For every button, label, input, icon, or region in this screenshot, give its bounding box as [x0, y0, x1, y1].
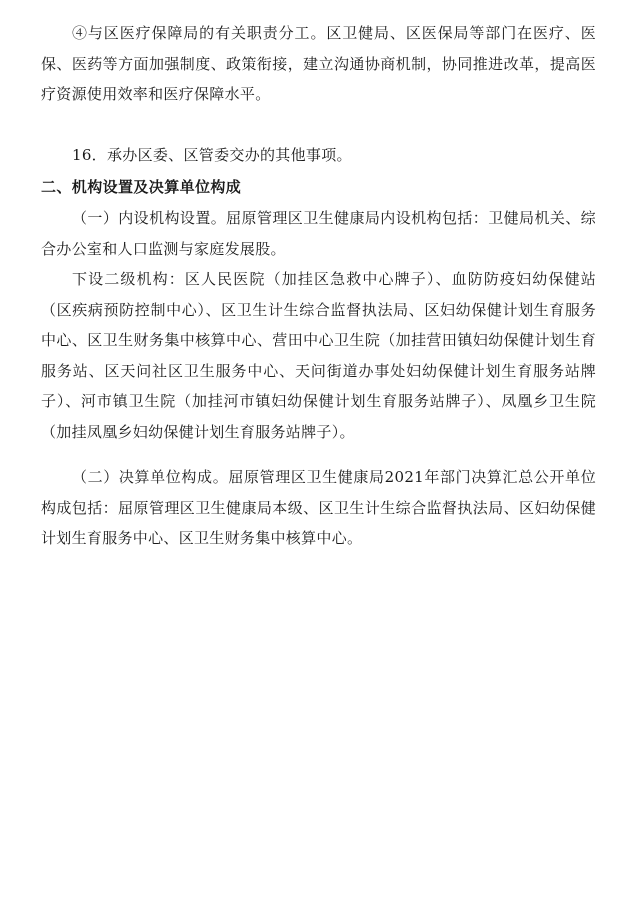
paragraph-secondary-institutions: 下设二级机构：区人民医院（加挂区急救中心牌子）、血防防疫妇幼保健站（区疾病预防控制中心）、区卫生计生综合监督执法局、区妇幼保健计划生育服务中心、区卫生财务集中核算中心、营田中心卫生院（加挂营田镇妇幼保健计划生育服务站、区天问社区卫生服务中心、天问街道办事处妇幼保健计划生育服务站牌子）、河市镇卫生院（加挂河市镇妇幼保健计划生育服务站牌子）、凤凰乡卫生院（加挂凤凰乡妇幼保健计划生育服务站牌子）。 [41, 270, 596, 441]
paragraph-medical-security-division: ④与区医疗保障局的有关职责分工。区卫健局、区医保局等部门在医疗、医保、医药等方面加强制度、政策衔接，建立沟通协商机制，协同推进改革，提高医疗资源使用效率和医疗保障水平。 [41, 24, 596, 103]
paragraph-internal-institutions: （一）内设机构设置。屈原管理区卫生健康局内设机构包括：卫健局机关、综合办公室和人口监测与家庭发展股。 [41, 209, 596, 258]
paragraph-other-matters: 16．承办区委、区管委交办的其他事项。 [72, 146, 352, 164]
paragraph-final-accounts-units: （二）决算单位构成。屈原管理区卫生健康局2021年部门决算汇总公开单位构成包括：屈原管理区卫生健康局本级、区卫生计生综合监督执法局、区妇幼保健计划生育服务中心、区卫生财务集中核算中心。 [41, 468, 596, 547]
section-heading-institution-setup: 二、机构设置及决算单位构成 [41, 178, 242, 196]
